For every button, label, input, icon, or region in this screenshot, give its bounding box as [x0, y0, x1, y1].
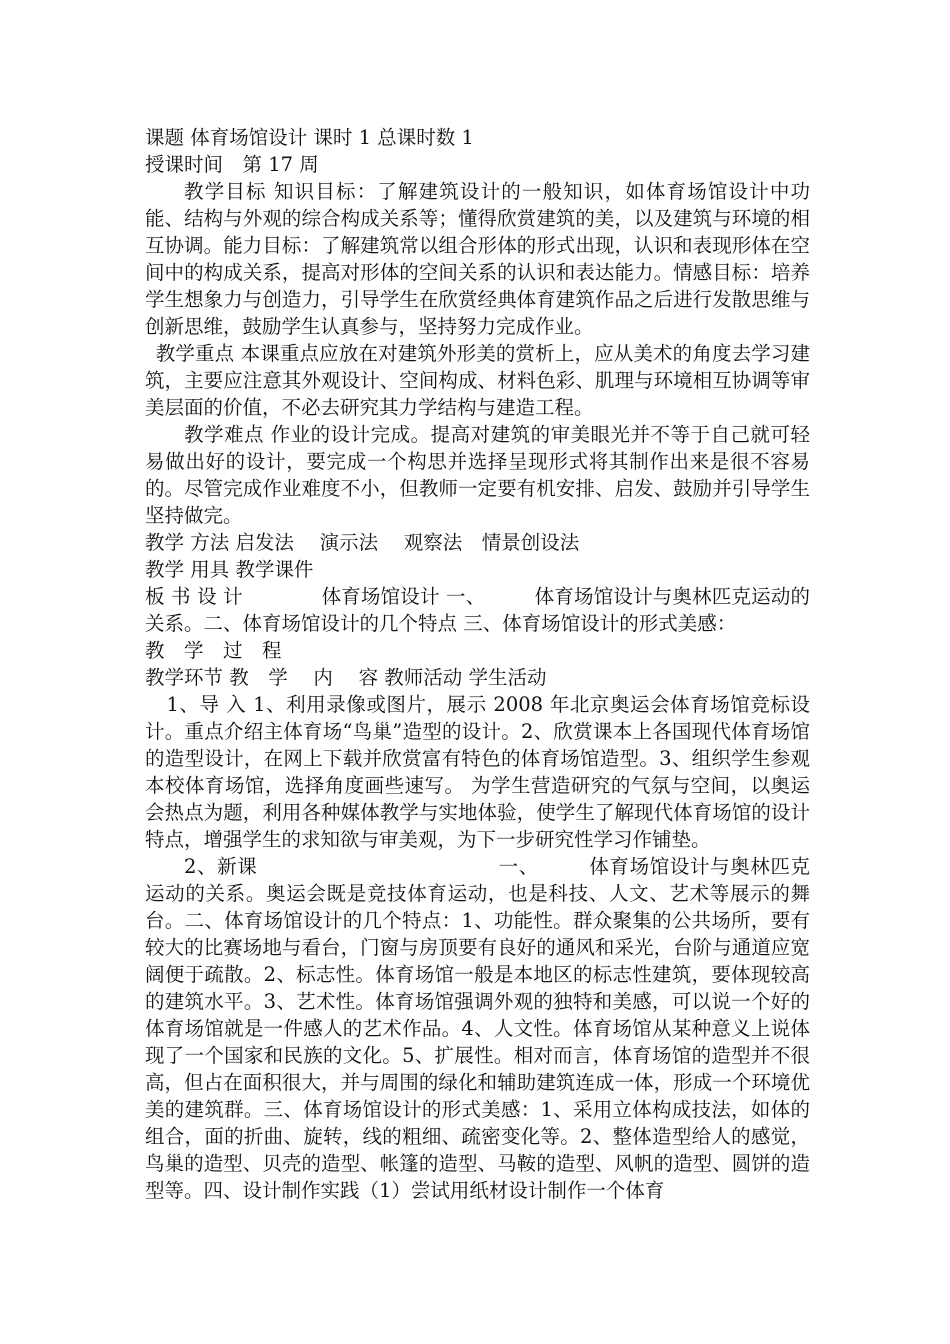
teaching-tools-line: 教学 用具 教学课件: [145, 558, 314, 581]
lesson-plan-document: [145, 124, 810, 1204]
step-introduction: 1、导 入 1、利用录像或图片，展示 2008 年北京奥运会体育场馆竞标设计。重点介绍主体育场“鸟巢”造型的设计。2、欣赏课本上各国现代体育场馆的造型设计，在网上下载并欣赏富有特色的体育场馆造型。3、组织学生参观本校体育场馆，选择角度画些速写。 为学生营造研究的气氛与空间，以奥运会热点为题，利用各种媒体教学与实地体验，使学生了解现代体育场馆的设计特点，增强学生的求知欲与审美观，为下一步研究性学习作铺垫。: [145, 693, 810, 851]
teaching-time-line: 授课时间 第 17 周: [145, 153, 319, 176]
teaching-process-title: 教 学 过 程: [145, 639, 282, 662]
teaching-objectives: 教学目标 知识目标：了解建筑设计的一般知识，如体育场馆设计中功能、结构与外观的综合构成关系等；懂得欣赏建筑的美，以及建筑与环境的相互协调。能力目标：了解建筑常以组合形体的形式出现，认识和表现形体在空间中的构成关系，提高对形体的空间关系的认识和表达能力。情感目标：培养学生想象力与创造力，引导学生在欣赏经典体育建筑作品之后进行发散思维与创新思维，鼓励学生认真参与，坚持努力完成作业。: [145, 180, 810, 338]
course-title-line: 课题 体育场馆设计 课时 1 总课时数 1: [145, 126, 474, 149]
teaching-key-points: 教学重点 本课重点应放在对建筑外形美的赏析上，应从美术的角度去学习建筑，主要应注意其外观设计、空间构成、材料色彩、肌理与环境相互协调等审美层面的价值，不必去研究其力学结构与建造工程。: [145, 342, 810, 419]
teaching-methods-line: 教学 方法 启发法 演示法 观察法 情景创设法: [145, 531, 580, 554]
teaching-difficulties: 教学难点 作业的设计完成。提高对建筑的审美眼光并不等于自己就可轻易做出好的设计，要完成一个构思并选择呈现形式将其制作出来是很不容易的。尽管完成作业难度不小，但教师一定要有机安排、启发、鼓励并引导学生坚持做完。: [145, 423, 810, 527]
teaching-process-header: 教学环节 教 学 内 容 教师活动 学生活动: [145, 666, 547, 689]
board-design: 板 书 设 计 体育场馆设计 一、 体育场馆设计与奥林匹克运动的关系。二、体育场馆设计的几个特点 三、体育场馆设计的形式美感：: [145, 585, 810, 635]
step-new-lesson: 2、新课 一、 体育场馆设计与奥林匹克运动的关系。奥运会既是竞技体育运动，也是科技、人文、艺术等展示的舞台。二、体育场馆设计的几个特点：1、功能性。群众聚集的公共场所，要有较大的比赛场地与看台，门窗与房顶要有良好的通风和采光，台阶与通道应宽阔便于疏散。2、标志性。体育场馆一般是本地区的标志性建筑，要体现较高的建筑水平。3、艺术性。体育场馆强调外观的独特和美感，可以说一个好的体育场馆就是一件感人的艺术作品。4、人文性。体育场馆从某种意义上说体现了一个国家和民族的文化。5、扩展性。相对而言，体育场馆的造型并不很高，但占在面积很大，并与周围的绿化和辅助建筑连成一体，形成一个环境优美的建筑群。三、体育场馆设计的形式美感：1、采用立体构成技法，如体的组合，面的折曲、旋转，线的粗细、疏密变化等。2、整体造型给人的感觉，鸟巢的造型、贝壳的造型、帐篷的造型、马鞍的造型、风帆的造型、圆饼的造型等。四、设计制作实践（1）尝试用纸材设计制作一个体育: [145, 855, 810, 1202]
